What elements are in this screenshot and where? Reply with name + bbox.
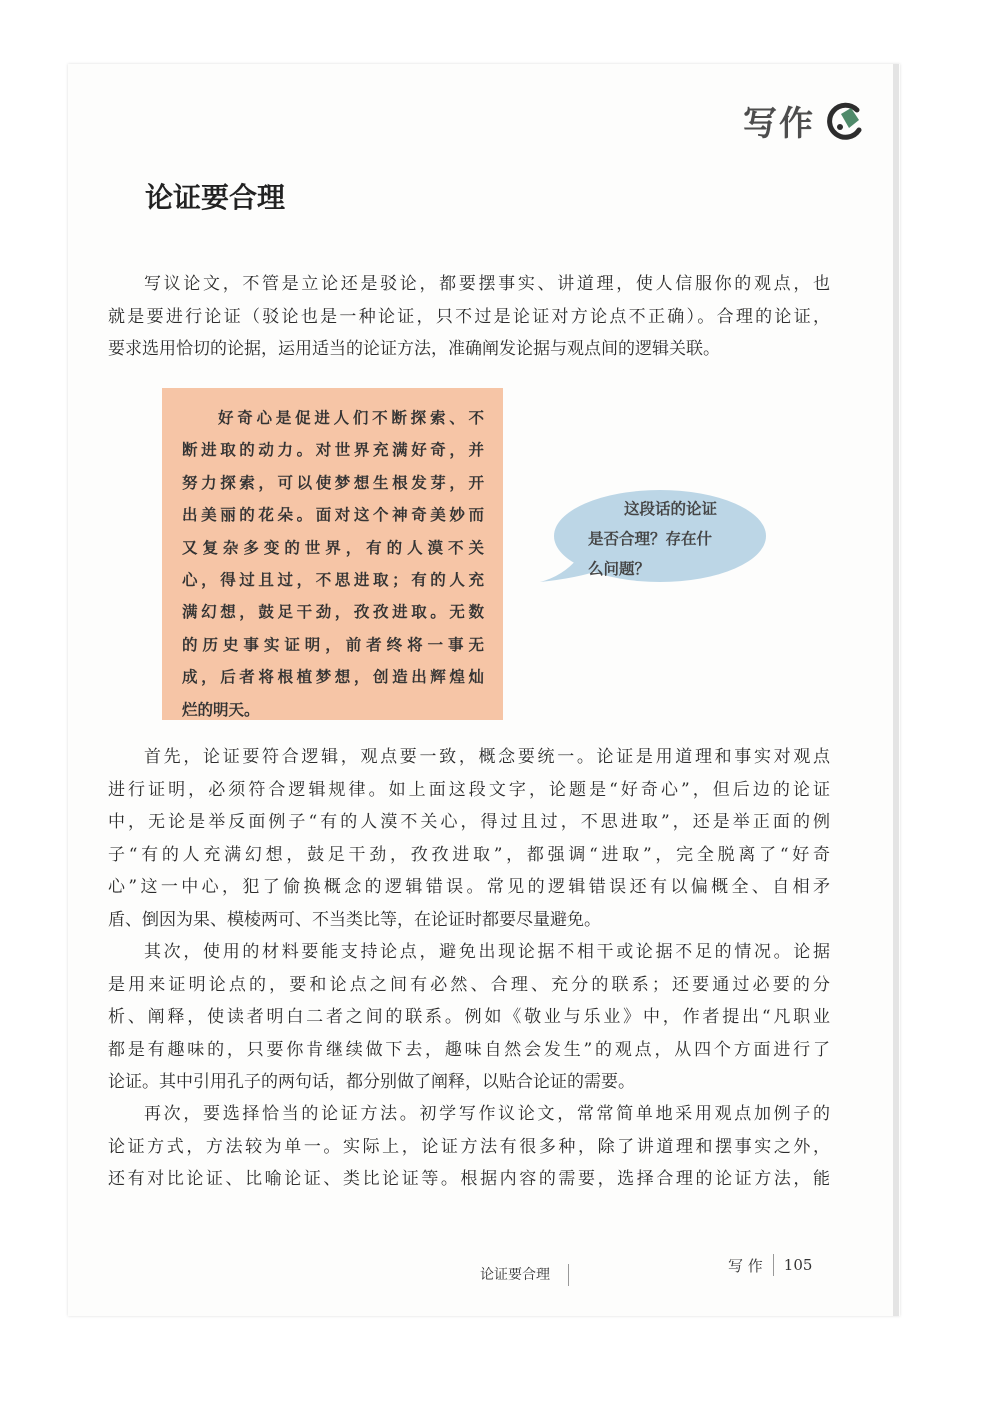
writing-badge-icon (823, 100, 865, 142)
intro-paragraph (108, 268, 830, 366)
text-line: 进行证明，必须符合逻辑规律。如上面这段文字，论题是“好奇心”，但后边的论证 (108, 779, 830, 800)
text-line: 子“有的人充满幻想，鼓足干劲，孜孜进取”，都强调“进取”，完全脱离了“好奇 (108, 844, 831, 865)
text-line: 都是有趣味的，只要你肯继续做下去，趣味自然会发生”的观点，从四个方面进行了 (108, 1039, 830, 1060)
page-number: 105 (783, 1256, 813, 1274)
text-line: 其次，使用的材料要能支持论点，避免出现论据不相干或论据不足的情况。论据 (144, 942, 830, 962)
paragraph-method (108, 1098, 830, 1196)
text-line: 写议论文，不管是立论还是驳论，都要摆事实、讲道理，使人信服你的观点，也 (144, 274, 830, 294)
text-line: 论证。其中引用孔子的两句话，都分别做了阐释，以贴合论证的需要。 (108, 1072, 635, 1092)
text-line: 就是要进行论证（驳论也是一种论证，只不过是论证对方论点不正确）。合理的论证， (108, 306, 830, 327)
text-line: 盾、倒因为果、模棱两可、不当类比等，在论证时都要尽量避免。 (108, 909, 601, 930)
footer-lesson (480, 1264, 569, 1286)
example-text-box (162, 388, 503, 720)
text-line: 烂的明天。 (182, 699, 260, 719)
text-line: 心”这一中心，犯了偷换概念的逻辑错误。常见的逻辑错误还有以偏概全、自相矛 (108, 877, 830, 897)
text-line: 中，无论是举反面例子“有的人漠不关心，得过且过，不思进取”，还是举正面的例 (108, 812, 830, 832)
footer-section: 写 作 (728, 1256, 763, 1275)
text-line: 这段话的论证 (624, 499, 718, 518)
text-line: 首先，论证要符合逻辑，观点要一致，概念要统一。论证是用道理和事实对观点 (144, 747, 830, 767)
text-line: 满幻想，鼓足干劲，孜孜进取。无数 (182, 602, 484, 622)
text-line: 努力探索，可以使梦想生根发芽，开 (182, 472, 484, 492)
text-line: 要求选用恰切的论据，运用适当的论证方法，准确阐发论据与观点间的逻辑关联。 (108, 339, 720, 359)
text-line: 的历史事实证明，前者终将一事无 (182, 634, 484, 654)
text-line: 论证方式，方法较为单一。实际上，论证方法有很多种，除了讲道理和摆事实之外， (108, 1136, 830, 1157)
text-line: 成，后者将根植梦想，创造出辉煌灿 (182, 667, 484, 687)
section-header (743, 96, 865, 145)
text-line: 心，得过且过，不思进取；有的人充 (182, 570, 484, 589)
bubble-question (588, 494, 748, 584)
footer-lesson-title: 论证要合理 (480, 1267, 550, 1283)
text-line: 又复杂多变的世界，有的人漠不关 (182, 537, 484, 557)
text-line: 出美丽的花朵。面对这个神奇美妙而 (182, 505, 484, 525)
page-edge (893, 64, 899, 1316)
paragraph-logic (108, 741, 830, 936)
text-line: 好奇心是促进人们不断探索、不 (218, 408, 484, 427)
text-line: 断进取的动力。对世界充满好奇，并 (182, 440, 484, 460)
section-title: 写作 (743, 104, 815, 144)
text-line: 么问题？ (588, 559, 651, 578)
paragraph-material (108, 936, 830, 1099)
page-title: 论证要合理 (145, 181, 286, 214)
text-line: 析、阐释，使读者明白二者之间的联系。例如《敬业与乐业》中，作者提出“凡职业 (108, 1007, 830, 1027)
text-line: 是用来证明论点的，要和论点之间有必然、合理、充分的联系；还要通过必要的分 (108, 974, 830, 995)
text-line: 是否合理？存在什 (588, 529, 713, 548)
text-line: 还有对比论证、比喻论证、类比论证等。根据内容的需要，选择合理的论证方法，能 (108, 1169, 830, 1189)
divider (773, 1254, 774, 1276)
text-line: 再次，要选择恰当的论证方法。初学写作议论文，常常简单地采用观点加例子的 (144, 1104, 830, 1124)
divider (568, 1264, 569, 1286)
footer-page (728, 1254, 812, 1276)
